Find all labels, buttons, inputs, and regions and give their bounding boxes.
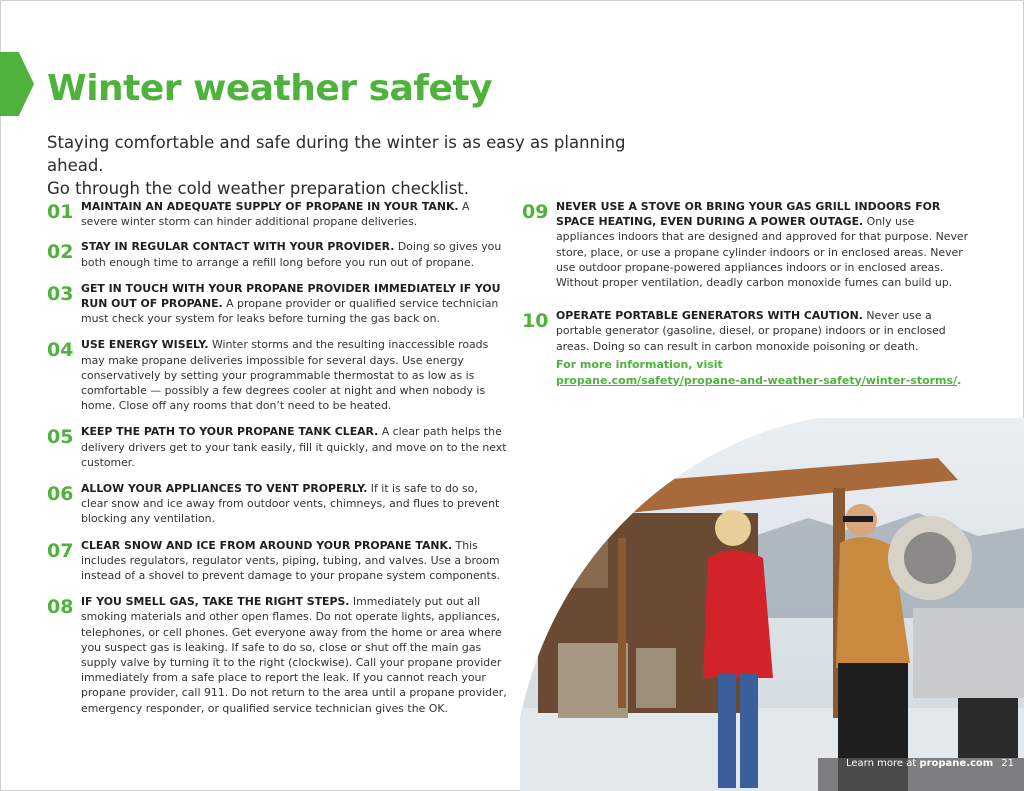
checklist-item-03 bbox=[47, 281, 507, 327]
intro-line-2: Go through the cold weather preparation checklist. bbox=[47, 179, 470, 198]
item-number: 08 bbox=[47, 596, 74, 619]
item-heading: ALLOW YOUR APPLIANCES TO VENT PROPERLY. bbox=[81, 482, 368, 496]
photo-illustration bbox=[518, 418, 1024, 791]
more-info-label: For more information, visit bbox=[556, 358, 723, 371]
more-info-period: . bbox=[957, 373, 962, 387]
item-body: A propane provider or qualified service technician must check your system for leaks before turning the gas back on. bbox=[81, 297, 499, 326]
item-number: 07 bbox=[47, 539, 74, 562]
footer-brand-link[interactable]: propane.com bbox=[919, 758, 994, 769]
item-number: 10 bbox=[522, 310, 549, 333]
page-title: Winter weather safety bbox=[47, 68, 493, 109]
page-footer bbox=[846, 758, 1014, 769]
checklist-item-08 bbox=[47, 594, 507, 716]
checklist-item-02 bbox=[47, 239, 507, 269]
item-body: Winter storms and the resulting inaccessible roads may make propane deliveries impossible for several days. Use energy conservatively by setting your programmable thermostat to as low as is comfortable — possibly a few degrees cooler at night and when nobody is home. Close off any rooms that don’t need to be heated. bbox=[81, 338, 489, 413]
checklist-item-09 bbox=[522, 199, 972, 290]
item-heading: MAINTAIN AN ADEQUATE SUPPLY OF PROPANE IN YOUR TANK. bbox=[81, 200, 459, 213]
more-info-block bbox=[556, 357, 976, 388]
item-body: Only use appliances indoors that are designed and approved for that purpose. Never store, place, or use a propane cylinder indoors or in enclosed areas. Never use outdoor propane-powered appliances indoors or in enclosed areas. Without proper ventilation, deadly carbon monoxide fumes can build up. bbox=[556, 215, 969, 290]
item-heading: IF YOU SMELL GAS, TAKE THE RIGHT STEPS. bbox=[81, 595, 350, 609]
page-number: 21 bbox=[1001, 758, 1014, 769]
item-heading: CLEAR SNOW AND ICE FROM AROUND YOUR PROPANE TANK. bbox=[81, 538, 453, 552]
winter-storms-link[interactable]: propane.com/safety/propane-and-weather-safety/winter-storms/ bbox=[556, 373, 958, 387]
item-heading: USE ENERGY WISELY. bbox=[81, 338, 209, 352]
item-number: 09 bbox=[522, 201, 549, 223]
item-heading: OPERATE PORTABLE GENERATORS WITH CAUTION. bbox=[556, 309, 863, 323]
item-body: A clear path helps the delivery drivers get to your tank easily, fill it quickly, and move on to the next customer. bbox=[81, 425, 507, 469]
footer-prefix: Learn more at bbox=[846, 758, 920, 769]
checklist-item-07 bbox=[47, 538, 507, 584]
item-heading: GET IN TOUCH WITH YOUR PROPANE PROVIDER IMMEDIATELY IF YOU RUN OUT OF PROPANE. bbox=[81, 281, 501, 311]
checklist-item-01 bbox=[47, 199, 507, 229]
checklist-item-10 bbox=[522, 308, 972, 354]
item-body: This includes regulators, regulator vents, piping, tubing, and valves. Use a broom instead of a shovel to prevent damage to your propane system components. bbox=[81, 538, 500, 583]
intro-line-1: Staying comfortable and safe during the winter is as easy as planning ahead. bbox=[47, 133, 626, 175]
item-body: Immediately put out all smoking materials and other open flames. Do not operate lights, appliances, telephones, or cell phones. Get everyone away from the home or area where you suspect gas is leaking. If safe to do so, close or shut off the main gas supply valve by turning it to the right (clockwise). Call your propane provider immediately from a safe place to report the leak. If you cannot reach your propane provider, call 911. Do not return to the area until a propane provider, emergency responder, or qualified service technician gives the OK. bbox=[81, 595, 507, 715]
item-body: If it is safe to do so, clear snow and ice away from outdoor vents, chimneys, and flues to prevent blocking any ventilation. bbox=[81, 482, 500, 526]
item-number: 06 bbox=[47, 483, 74, 506]
item-body: A severe winter storm can hinder additional propane deliveries. bbox=[81, 200, 470, 229]
item-number: 05 bbox=[47, 426, 74, 449]
checklist-item-06 bbox=[47, 481, 507, 527]
item-heading: STAY IN REGULAR CONTACT WITH YOUR PROVIDER. bbox=[81, 240, 395, 254]
more-info-line bbox=[556, 373, 976, 389]
winter-photo bbox=[518, 418, 1024, 791]
item-heading: KEEP THE PATH TO YOUR PROPANE TANK CLEAR. bbox=[81, 425, 379, 439]
item-number: 02 bbox=[47, 241, 74, 264]
checklist-column-left bbox=[47, 199, 507, 716]
checklist-column-right bbox=[522, 199, 972, 354]
item-number: 01 bbox=[47, 201, 74, 223]
item-body: Doing so gives you both enough time to arrange a refill long before you run out of propane. bbox=[81, 240, 502, 269]
item-body: Never use a portable generator (gasoline, diesel, or propane) indoors or in enclosed areas. Doing so can result in carbon monoxide poisoning or death. bbox=[556, 309, 946, 353]
item-heading: NEVER USE A STOVE OR BRING YOUR GAS GRILL INDOORS FOR SPACE HEATING, EVEN DURING A POWER OUTAGE. bbox=[556, 200, 941, 229]
intro-text bbox=[47, 131, 687, 200]
checklist-item-05 bbox=[47, 424, 507, 470]
item-number: 03 bbox=[47, 282, 74, 305]
item-number: 04 bbox=[47, 339, 74, 362]
checklist-item-04 bbox=[47, 337, 507, 413]
